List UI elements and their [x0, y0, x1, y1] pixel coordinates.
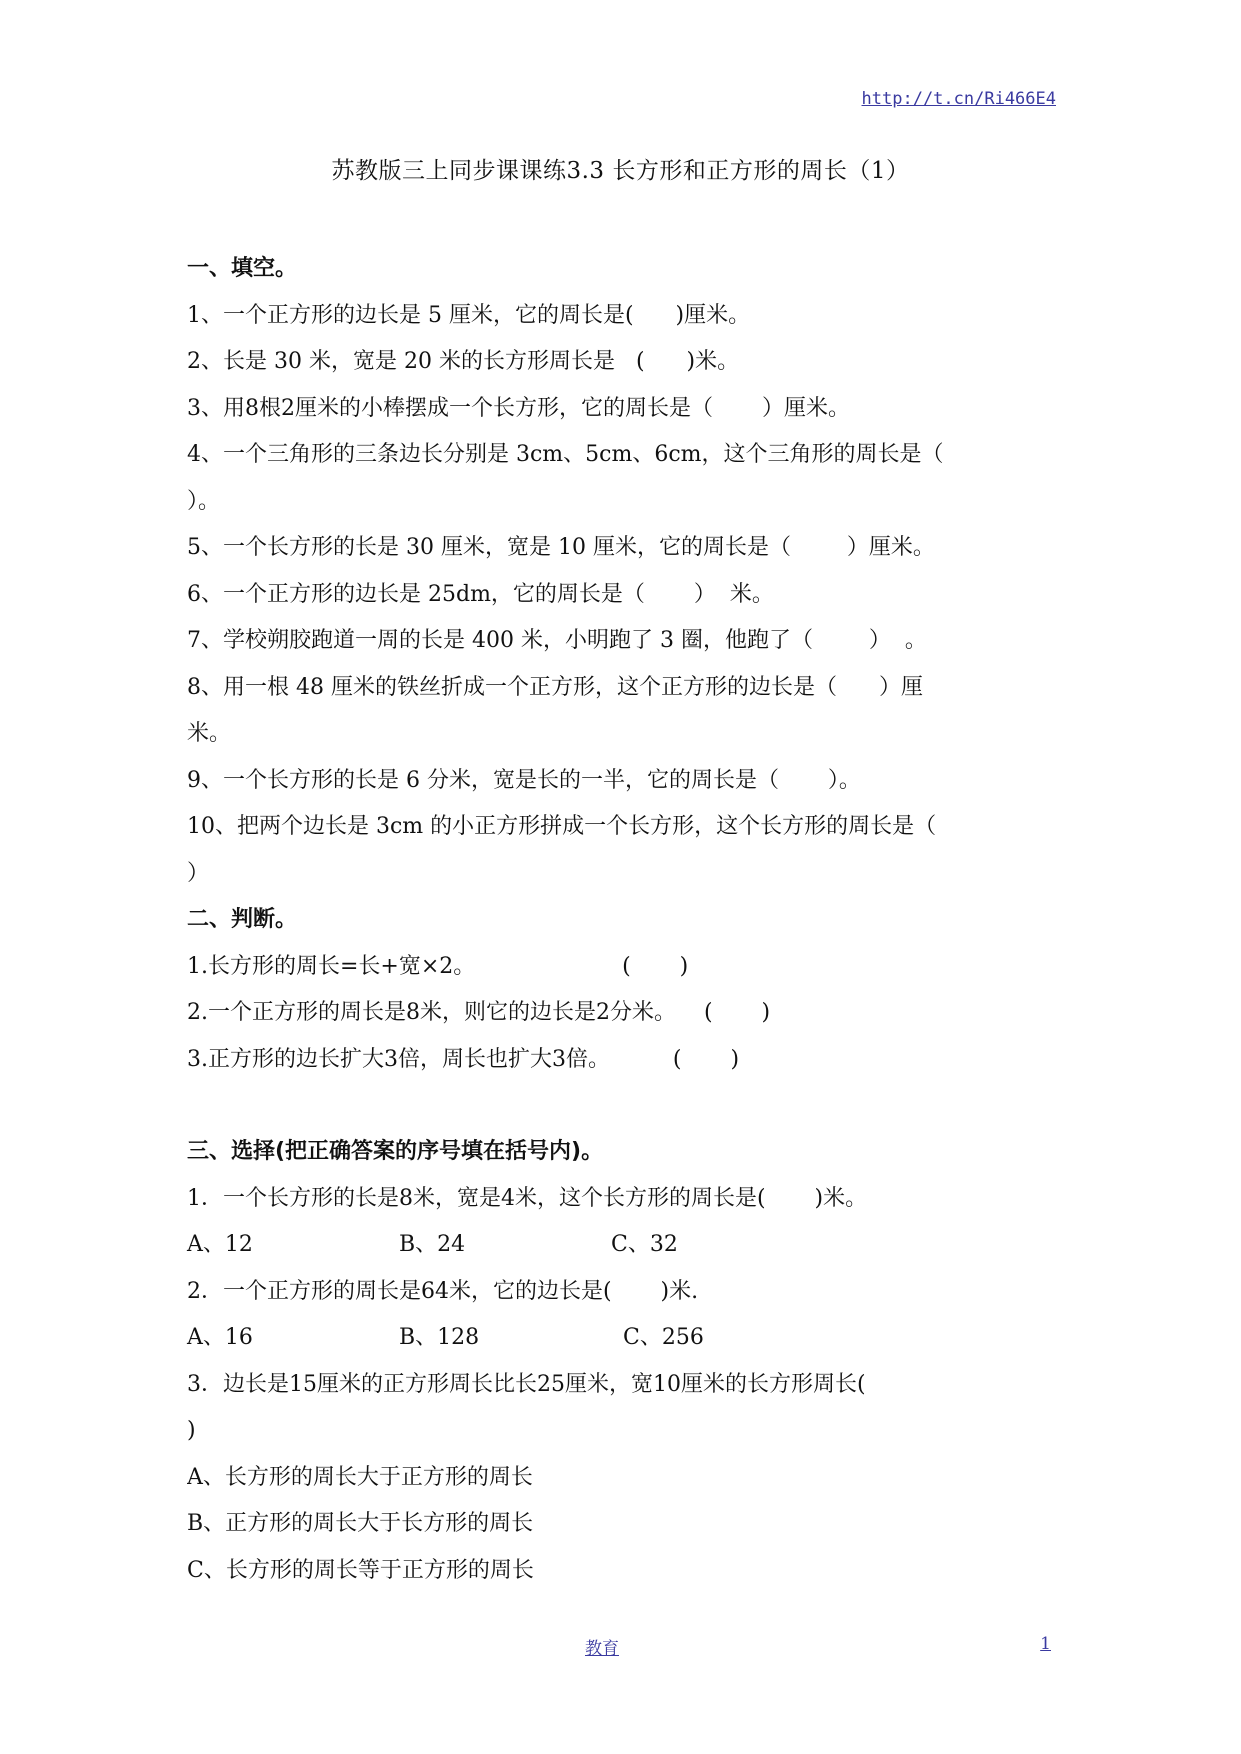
- header-url-link[interactable]: http://t.cn/Ri466E4: [861, 89, 1056, 109]
- question-line: 4、一个三角形的三条边长分别是 3cm、5cm、6cm，这个三角形的周长是（: [187, 442, 944, 467]
- choice-question: 1．一个长方形的长是8米，宽是4米，这个长方形的周长是( )米。: [187, 1185, 868, 1211]
- choice-option: A、16: [187, 1325, 253, 1350]
- choice-option: C、长方形的周长等于正方形的周长: [187, 1557, 534, 1583]
- question-line: 5、一个长方形的长是 30 厘米，宽是 10 厘米，它的周长是（ ）厘米。: [187, 535, 935, 560]
- choice-option: B、正方形的周长大于长方形的周长: [187, 1511, 534, 1536]
- document-body: [187, 246, 1056, 1594]
- choice-question: 3．边长是15厘米的正方形周长比长25厘米，宽10厘米的长方形周长(: [187, 1371, 866, 1397]
- choice-option: A、长方形的周长大于正方形的周长: [187, 1464, 533, 1490]
- choice-question: 2．一个正方形的周长是64米，它的边长是( )米.: [187, 1278, 699, 1304]
- spacer: [187, 1083, 1056, 1129]
- choice-option: C、32: [611, 1232, 678, 1257]
- choice-options: [187, 1222, 1056, 1269]
- footer-link[interactable]: 教育: [585, 1639, 619, 1659]
- question-line: 9、一个长方形的长是 6 分米，宽是长的一半，它的周长是（ ）。: [187, 767, 861, 793]
- section-heading-fill: 一、填空。: [187, 256, 298, 281]
- question-line: 10、把两个边长是 3cm 的小正方形拼成一个长方形，这个长方形的周长是（: [187, 814, 937, 839]
- page-number[interactable]: 1: [1040, 1634, 1051, 1654]
- judge-line: 1.长方形的周长=长+宽×2。 ( ): [187, 953, 689, 979]
- question-line: 2、长是 30 米，宽是 20 米的长方形周长是 ( )米。: [187, 349, 740, 374]
- choice-option: C、256: [623, 1325, 704, 1350]
- judge-line: 3.正方形的边长扩大3倍，周长也扩大3倍。 ( ): [187, 1046, 740, 1072]
- question-line: ）。: [187, 488, 221, 514]
- choice-options: [187, 1315, 1056, 1362]
- judge-line: 2.一个正方形的周长是8米，则它的边长是2分米。 ( ): [187, 1000, 771, 1025]
- choice-option: B、128: [399, 1325, 480, 1350]
- question-line: 7、学校朔胶跑道一周的长是 400 米，小明跑了 3 圈，他跑了（ ） 。: [187, 628, 927, 653]
- question-line: 1、一个正方形的边长是 5 厘米，它的周长是( )厘米。: [187, 302, 751, 328]
- section-heading-judge: 二、判断。: [187, 907, 298, 932]
- section-heading-choice: 三、选择(把正确答案的序号填在括号内)。: [187, 1139, 604, 1164]
- question-line: 6、一个正方形的边长是 25dm，它的周长是（ ） 米。: [187, 581, 774, 607]
- question-line: 8、用一根 48 厘米的铁丝折成一个正方形，这个正方形的边长是（ ）厘: [187, 674, 923, 700]
- choice-option: A、12: [187, 1232, 253, 1257]
- choice-question-cont: ): [187, 1418, 196, 1443]
- choice-option: B、24: [399, 1232, 466, 1257]
- question-line: 米。: [187, 721, 232, 746]
- document-title: 苏教版三上同步课课练3.3 长方形和正方形的周长（1）: [331, 158, 910, 184]
- question-line: ）: [187, 860, 210, 886]
- question-line: 3、用8根2厘米的小棒摆成一个长方形，它的周长是（ ）厘米。: [187, 395, 850, 421]
